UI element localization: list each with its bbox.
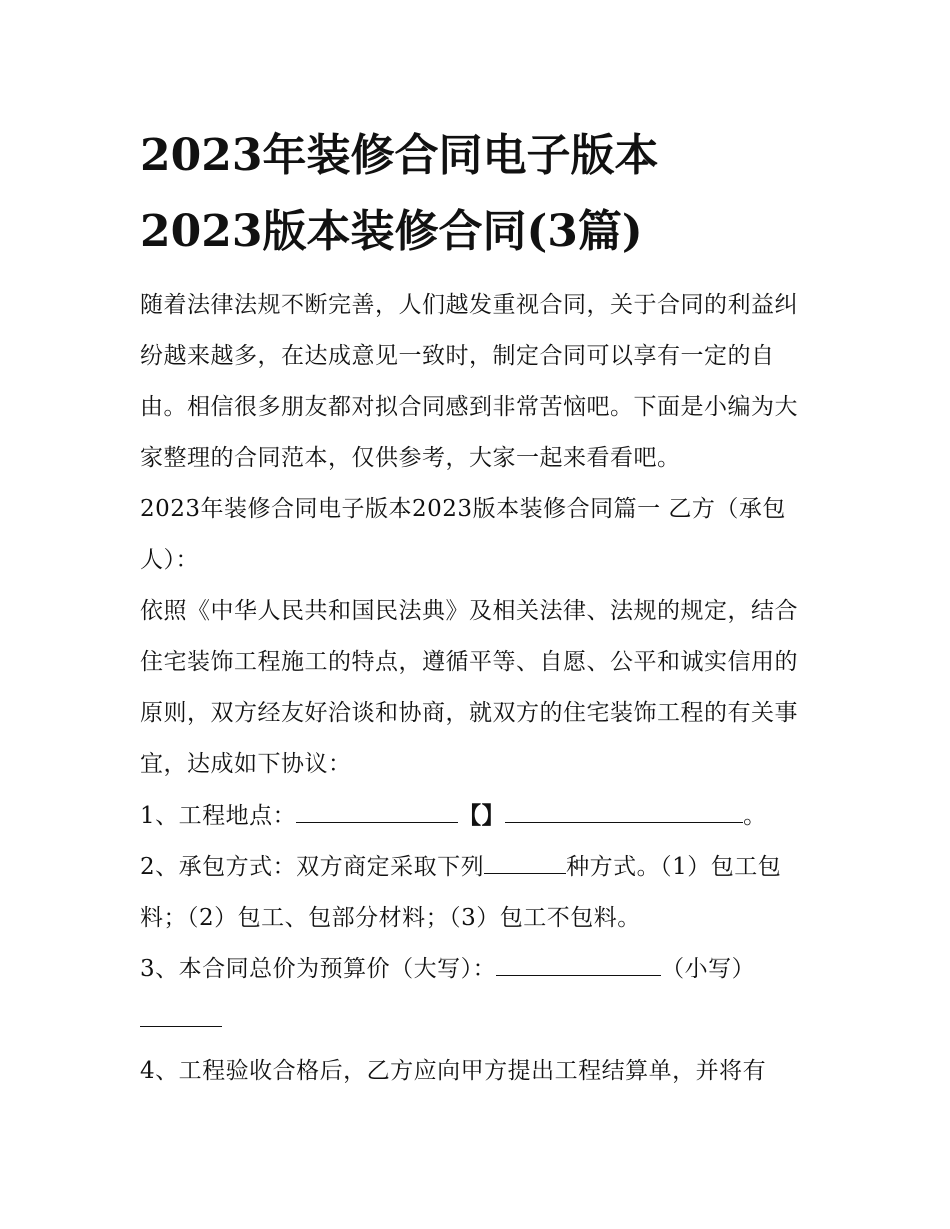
item-1-bracket: 【】 [458, 802, 506, 829]
document-page [140, 118, 820, 1097]
section-heading: 2023年装修合同电子版本2023版本装修合同篇一 乙方（承包人）： [140, 496, 786, 573]
item-3-mid: （小写） [661, 956, 756, 982]
method-blank [484, 853, 566, 874]
item-3-prefix: 3、本合同总价为预算价（大写）： [140, 956, 497, 982]
item-2 [140, 842, 820, 944]
item-4: 4、工程验收合格后，乙方应向甲方提出工程结算单，并将有 [140, 1058, 767, 1084]
item-1 [140, 790, 820, 842]
intro-paragraph: 随着法律法规不断完善，人们越发重视合同，关于合同的利益纠纷越来越多，在达成意见一致时，制定合同可以享有一定的自由。相信很多朋友都对拟合同感到非常苦恼吧。下面是小编为大家整理的合同范本，仅供参考，大家一起来看看吧。 [140, 292, 798, 471]
price-lowercase-blank [140, 1006, 222, 1027]
title-line-2: 2023版本装修合同(3篇) [140, 206, 643, 257]
location-blank-1 [296, 802, 458, 823]
document-body [140, 280, 820, 1097]
item-2-prefix: 2、承包方式：双方商定采取下列 [140, 854, 485, 880]
item-1-suffix: 。 [743, 803, 767, 829]
item-2-suffix: 种方式。（1）包工包料；（2）包工、包部分材料；（3）包工不包料。 [140, 854, 782, 931]
price-uppercase-blank [496, 955, 661, 976]
document-title [140, 118, 820, 270]
item-3 [140, 944, 820, 1046]
basis-paragraph: 依照《中华人民共和国民法典》及相关法律、法规的规定，结合住宅装饰工程施工的特点，遵循平等、自愿、公平和诚实信用的原则，双方经友好洽谈和协商，就双方的住宅装饰工程的有关事宜，达成如下协议： [140, 598, 798, 777]
location-blank-2 [505, 802, 743, 823]
title-line-1: 2023年装修合同电子版本 [140, 130, 659, 181]
item-1-prefix: 1、工程地点： [140, 803, 297, 829]
